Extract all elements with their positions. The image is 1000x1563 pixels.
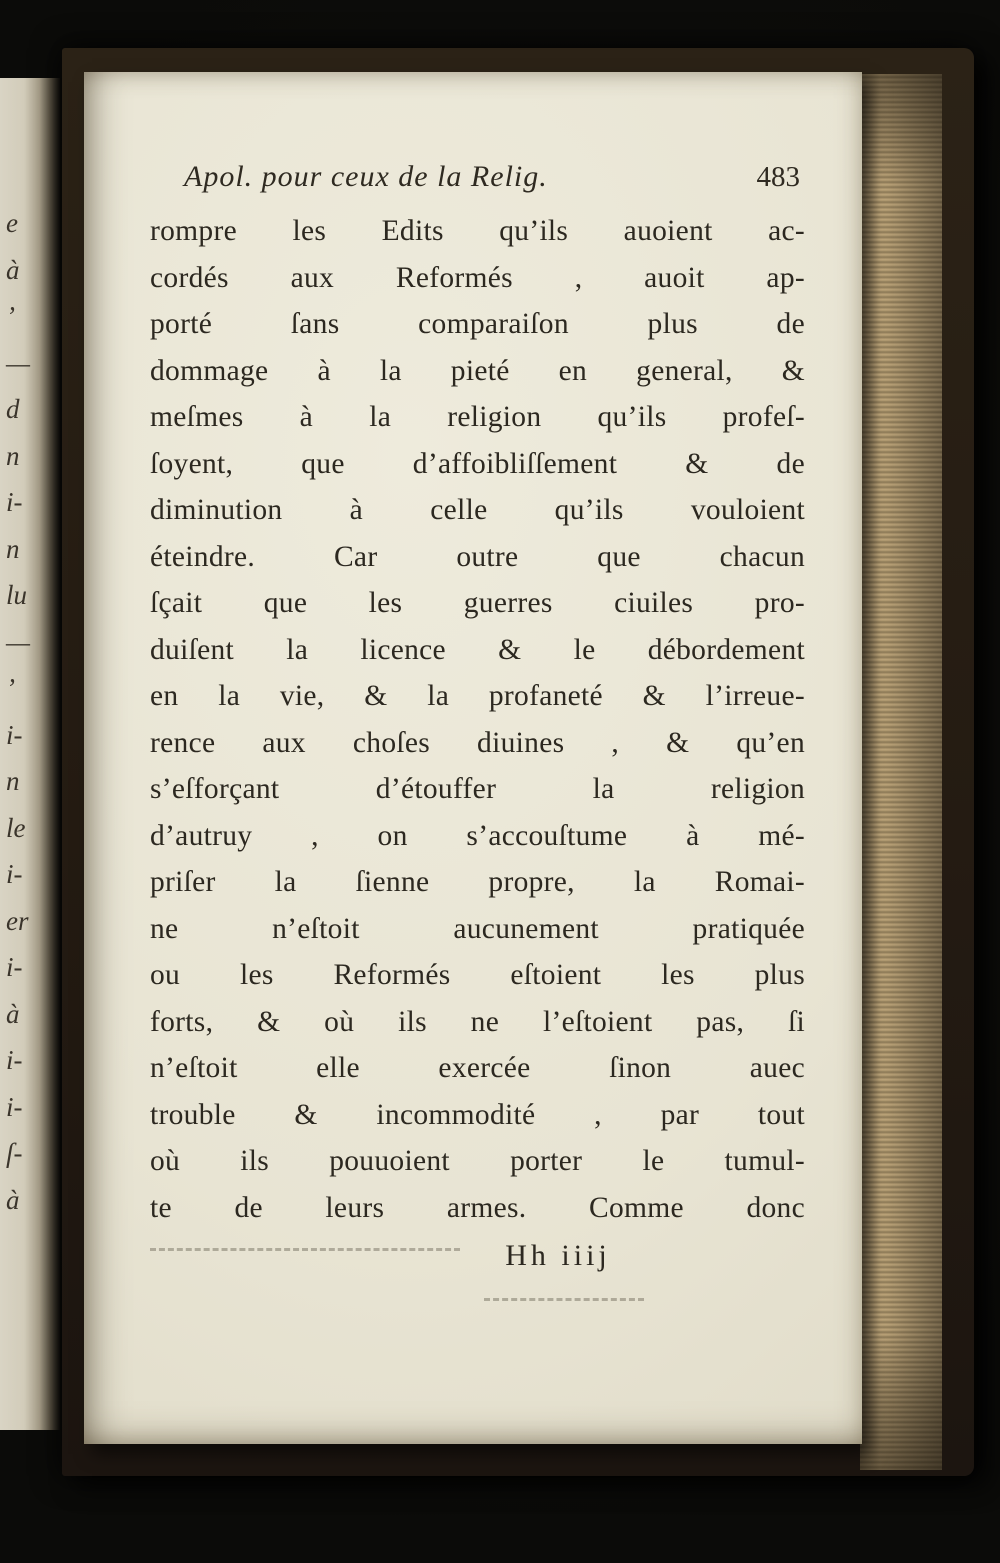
text-line: meſmes à la religion qu’ils profeſ- [150, 401, 805, 433]
book [62, 48, 974, 1476]
text-line: forts, & où ils ne l’eſtoient pas, ſi [150, 1005, 805, 1038]
facing-page-fragment: ’ [6, 673, 15, 703]
facing-page-fragment: à [6, 1184, 20, 1215]
text-line: trouble & incommodité , par tout [150, 1098, 805, 1131]
facing-page-fragment: i- [6, 719, 23, 750]
text-line: n’eſtoit elle exercée ſinon auec [150, 1052, 805, 1084]
facing-page-fragment: le [6, 812, 26, 843]
text-line: diminution à celle qu’ils vouloient [150, 494, 805, 526]
signature-mark: Hh iiij [505, 1239, 611, 1272]
facing-page-fragment: d [6, 394, 20, 424]
text-line: ne n’eſtoit aucunement pratiquée [150, 912, 805, 945]
facing-page-fragment: lu [6, 580, 28, 610]
facing-page-fragment: i- [6, 1091, 23, 1122]
page-header [184, 160, 800, 194]
facing-page-fragment: i- [6, 859, 23, 889]
text-line: ou les Reformés eſtoient les plus [150, 959, 805, 991]
facing-page-fragment: à [6, 254, 20, 285]
text-line: ſçait que les guerres ciuiles pro- [150, 587, 805, 619]
text-line: rence aux choſes diuines , & qu’en [150, 726, 805, 759]
showthrough-dash [150, 1248, 460, 1251]
text-line: duiſent la licence & le débordement [150, 633, 805, 666]
body-text [150, 208, 805, 1231]
text-line: dommage à la pieté en general, & [150, 354, 805, 387]
text-line: s’eſforçant d’étouffer la religion [150, 773, 805, 805]
text-line: d’autruy , on s’accouſtume à mé- [150, 819, 805, 852]
facing-page-fragment: i- [6, 952, 23, 982]
facing-page-fragment: e [6, 208, 18, 238]
facing-page-fragment: i- [6, 1045, 23, 1075]
text-line: ſoyent, que d’affoibliſſement & de [150, 447, 805, 480]
facing-page-fragment: — [6, 626, 31, 657]
facing-page-fragments [0, 200, 46, 1223]
facing-page-edge [0, 78, 60, 1430]
facing-page-fragment: er [6, 905, 29, 936]
facing-page-fragment: ’ [6, 301, 15, 331]
facing-page-fragment: n [6, 440, 20, 471]
running-title: Apol. pour ceux de la Relig. [184, 160, 548, 193]
page-edges [860, 74, 942, 1470]
showthrough-dash [484, 1298, 644, 1301]
text-line: en la vie, & la profaneté & l’irreue- [150, 680, 805, 712]
facing-page-fragment: n [6, 533, 20, 564]
text-line: rompre les Edits qu’ils auoient ac- [150, 215, 805, 247]
facing-page-fragment: à [6, 998, 20, 1029]
facing-page-fragment: i- [6, 487, 23, 517]
facing-page-fragment: — [6, 347, 31, 378]
text-line: éteindre. Car outre que chacun [150, 540, 805, 573]
text-line: cordés aux Reformés , auoit ap- [150, 261, 805, 294]
book-page [84, 72, 862, 1444]
text-line: porté ſans comparaiſon plus de [150, 308, 805, 340]
text-line: te de leurs armes. Comme donc [150, 1191, 805, 1224]
facing-page-fragment: n [6, 766, 20, 796]
page-number: 483 [756, 161, 800, 193]
facing-page-fragment: ſ- [6, 1138, 23, 1168]
text-line: priſer la ſienne propre, la Romai- [150, 866, 805, 898]
text-line: où ils pouuoient porter le tumul- [150, 1145, 805, 1177]
